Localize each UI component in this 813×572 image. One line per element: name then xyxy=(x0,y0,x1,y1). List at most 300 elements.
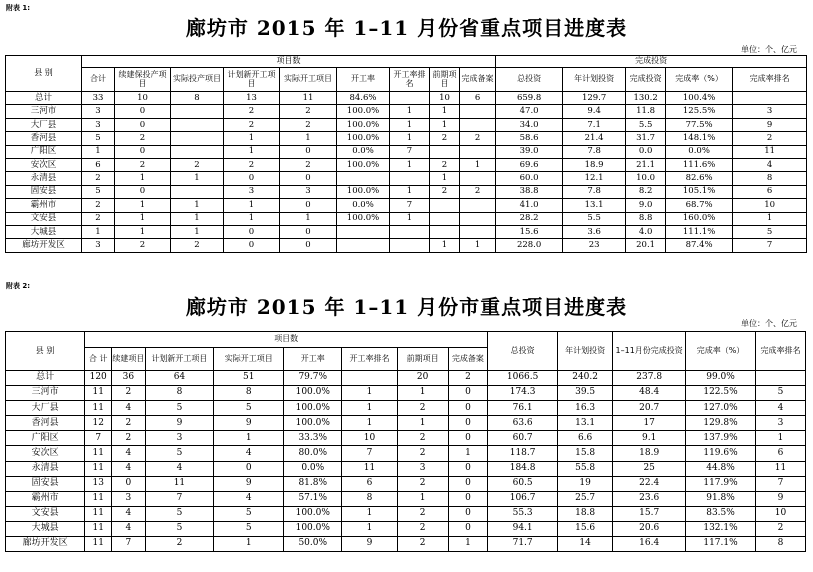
table-cell: 21.4 xyxy=(563,132,626,145)
table-cell: 20 xyxy=(397,371,448,386)
table-cell: 48.4 xyxy=(613,386,686,401)
table2-note: 附表 2: xyxy=(6,282,31,290)
row-label: 香河县 xyxy=(6,132,82,145)
table-cell: 0 xyxy=(448,506,488,521)
table-cell xyxy=(337,172,390,185)
table-cell: 39.5 xyxy=(558,386,613,401)
table-cell: 1 xyxy=(214,537,284,552)
table-cell: 31.7 xyxy=(626,132,666,145)
table-cell: 69.6 xyxy=(496,158,563,171)
table-cell: 33 xyxy=(82,92,115,105)
table-cell: 18.9 xyxy=(613,446,686,461)
table-cell: 1 xyxy=(397,491,448,506)
table-cell: 6 xyxy=(342,476,397,491)
header-actual-started: 实际开工项目 xyxy=(214,348,284,371)
table-cell: 76.1 xyxy=(488,401,558,416)
table2-title: 廊坊市 2015 年 1–11 月份市重点项目进度表 xyxy=(185,295,628,319)
row-label: 廊坊开发区 xyxy=(6,537,85,552)
table-cell xyxy=(755,371,805,386)
table-cell: 5 xyxy=(214,521,284,536)
table-cell: 15.6 xyxy=(558,521,613,536)
table-cell: 55.8 xyxy=(558,461,613,476)
row-label: 固安县 xyxy=(6,185,82,198)
table-cell: 4 xyxy=(755,401,805,416)
table-cell: 9 xyxy=(214,476,284,491)
header-completed-investment: 1–11月份完成投资 xyxy=(613,332,686,371)
table-cell: 240.2 xyxy=(558,371,613,386)
table-cell: 9.4 xyxy=(563,105,626,118)
row-label: 固安县 xyxy=(6,476,85,491)
table-cell: 129.7 xyxy=(563,92,626,105)
table-cell: 5 xyxy=(145,506,214,521)
table-row xyxy=(6,145,807,158)
table-cell: 8.2 xyxy=(626,185,666,198)
row-label: 文安县 xyxy=(6,212,82,225)
table-row xyxy=(6,446,806,461)
table-cell: 2 xyxy=(448,371,488,386)
table-cell: 39.0 xyxy=(496,145,563,158)
table-cell: 1 xyxy=(224,145,280,158)
table-cell: 9 xyxy=(214,416,284,431)
row-label: 广阳区 xyxy=(6,145,82,158)
table-cell: 100.0% xyxy=(284,401,342,416)
table-cell: 11 xyxy=(733,145,807,158)
table-cell xyxy=(171,185,224,198)
table-cell: 3 xyxy=(280,185,337,198)
table-cell: 1 xyxy=(460,158,496,171)
table-cell: 34.0 xyxy=(496,118,563,131)
table-cell: 36 xyxy=(112,371,145,386)
table-cell: 122.5% xyxy=(686,386,756,401)
table-cell xyxy=(430,145,460,158)
header-total-investment: 总投资 xyxy=(496,68,563,92)
header-total: 合 计 xyxy=(85,348,112,371)
table-cell: 1 xyxy=(280,212,337,225)
table-cell: 100.4% xyxy=(666,92,733,105)
table-cell: 2 xyxy=(755,521,805,536)
table-cell: 1 xyxy=(342,416,397,431)
table-cell: 3 xyxy=(82,118,115,131)
table-cell xyxy=(390,225,430,238)
table-cell: 3 xyxy=(397,461,448,476)
table-cell: 21.1 xyxy=(626,158,666,171)
table-cell: 1 xyxy=(460,239,496,252)
table-row xyxy=(6,537,806,552)
table-cell: 0.0% xyxy=(284,461,342,476)
table-cell: 5 xyxy=(145,401,214,416)
table-row xyxy=(6,491,806,506)
row-label: 三河市 xyxy=(6,386,85,401)
table-cell: 0.0% xyxy=(337,145,390,158)
header-preliminary: 前期项目 xyxy=(430,68,460,92)
table-cell: 11 xyxy=(145,476,214,491)
table-cell: 3 xyxy=(112,491,145,506)
header-completion-rank: 完成率排名 xyxy=(733,68,807,92)
table-cell: 55.3 xyxy=(488,506,558,521)
table-cell xyxy=(430,199,460,212)
table-cell: 60.5 xyxy=(488,476,558,491)
table-cell: 9 xyxy=(145,416,214,431)
table-cell: 16.3 xyxy=(558,401,613,416)
table-cell: 6 xyxy=(82,158,115,171)
table-cell: 148.1% xyxy=(666,132,733,145)
table-row xyxy=(6,416,806,431)
table-cell: 7 xyxy=(342,446,397,461)
table-cell: 0 xyxy=(448,521,488,536)
table-cell: 41.0 xyxy=(496,199,563,212)
table-cell: 120 xyxy=(85,371,112,386)
header-project-count: 项目数 xyxy=(82,56,496,68)
table-cell: 1 xyxy=(171,172,224,185)
header-start-rate: 开工率 xyxy=(284,348,342,371)
table-cell: 100.0% xyxy=(284,521,342,536)
table-cell: 160.0% xyxy=(666,212,733,225)
header-county: 县 别 xyxy=(6,332,85,371)
row-label: 文安县 xyxy=(6,506,85,521)
table-cell: 0 xyxy=(448,416,488,431)
table-cell: 63.6 xyxy=(488,416,558,431)
table-cell: 1 xyxy=(342,521,397,536)
header-total: 合计 xyxy=(82,68,115,92)
table-cell: 64 xyxy=(145,371,214,386)
table-cell: 1 xyxy=(342,386,397,401)
table-cell xyxy=(460,105,496,118)
table-cell: 0 xyxy=(280,145,337,158)
table-cell: 1 xyxy=(755,431,805,446)
header-completion-rate: 完成率（%） xyxy=(686,332,756,371)
table-cell: 1 xyxy=(82,145,115,158)
row-label: 总计 xyxy=(6,92,82,105)
table-cell: 2 xyxy=(280,118,337,131)
table-cell: 0 xyxy=(115,105,171,118)
row-label: 香河县 xyxy=(6,416,85,431)
table-cell: 15.7 xyxy=(613,506,686,521)
table-cell: 100.0% xyxy=(284,506,342,521)
table-cell xyxy=(430,212,460,225)
table-cell: 3 xyxy=(82,105,115,118)
table-cell: 0 xyxy=(448,461,488,476)
table-cell: 100.0% xyxy=(284,386,342,401)
table-cell: 13 xyxy=(224,92,280,105)
table-cell: 5 xyxy=(733,225,807,238)
table-cell: 100.0% xyxy=(337,212,390,225)
table-cell: 33.3% xyxy=(284,431,342,446)
header-annual-plan: 年计划投资 xyxy=(558,332,613,371)
header-start-rate: 开工率 xyxy=(337,68,390,92)
table-cell: 28.2 xyxy=(496,212,563,225)
table-cell: 0 xyxy=(448,401,488,416)
table-cell: 100.0% xyxy=(337,105,390,118)
table-cell: 2 xyxy=(112,431,145,446)
header-completed: 完成备案 xyxy=(460,68,496,92)
table-cell: 2 xyxy=(397,506,448,521)
header-continuing: 续建保投产项目 xyxy=(115,68,171,92)
table-cell: 2 xyxy=(460,185,496,198)
table-cell: 84.6% xyxy=(337,92,390,105)
table-cell: 2 xyxy=(460,132,496,145)
table-cell: 4 xyxy=(112,506,145,521)
table-cell: 13.1 xyxy=(558,416,613,431)
table-cell: 0 xyxy=(112,476,145,491)
table-cell: 10.0 xyxy=(626,172,666,185)
table-cell: 0 xyxy=(280,172,337,185)
table-cell: 2 xyxy=(397,521,448,536)
table-cell: 11 xyxy=(85,446,112,461)
row-label: 永清县 xyxy=(6,461,85,476)
table-cell: 10 xyxy=(755,506,805,521)
table1-title: 廊坊市 2015 年 1–11 月份省重点项目进度表 xyxy=(185,16,628,40)
table-cell: 111.6% xyxy=(666,158,733,171)
table-row xyxy=(6,521,806,536)
table-cell: 129.8% xyxy=(686,416,756,431)
header-start-rank: 开工率排名 xyxy=(390,68,430,92)
province-projects-table xyxy=(5,55,807,253)
city-projects-table xyxy=(5,331,806,552)
table-cell: 1 xyxy=(280,132,337,145)
table-cell: 2 xyxy=(397,401,448,416)
table-cell: 91.8% xyxy=(686,491,756,506)
table-cell: 1066.5 xyxy=(488,371,558,386)
table-cell: 0 xyxy=(448,491,488,506)
row-label: 大城县 xyxy=(6,521,85,536)
table-cell xyxy=(171,145,224,158)
table-cell: 1 xyxy=(397,416,448,431)
row-label: 大厂县 xyxy=(6,118,82,131)
table-cell: 11 xyxy=(85,506,112,521)
table-cell: 11 xyxy=(342,461,397,476)
table-cell: 130.2 xyxy=(626,92,666,105)
row-label: 霸州市 xyxy=(6,199,82,212)
table-cell: 94.1 xyxy=(488,521,558,536)
table1-body xyxy=(6,92,807,253)
table-cell: 184.8 xyxy=(488,461,558,476)
table-cell: 25 xyxy=(613,461,686,476)
table-cell xyxy=(460,225,496,238)
table-cell: 1 xyxy=(733,212,807,225)
table-cell xyxy=(460,212,496,225)
table-cell: 3 xyxy=(755,416,805,431)
table-cell: 0 xyxy=(115,185,171,198)
table-cell: 0 xyxy=(115,118,171,131)
table-cell xyxy=(733,92,807,105)
table-cell: 117.1% xyxy=(686,537,756,552)
header-planned-new: 计划新开工项目 xyxy=(145,348,214,371)
header-preliminary: 前期项目 xyxy=(397,348,448,371)
table-cell: 2 xyxy=(397,431,448,446)
table-cell: 58.6 xyxy=(496,132,563,145)
table-cell: 16.4 xyxy=(613,537,686,552)
table-cell: 4 xyxy=(214,446,284,461)
table-cell: 2 xyxy=(280,105,337,118)
table-cell: 0.0% xyxy=(666,145,733,158)
table-cell: 18.8 xyxy=(558,506,613,521)
table-cell: 118.7 xyxy=(488,446,558,461)
table-cell: 111.1% xyxy=(666,225,733,238)
header-planned-new: 计划新开工项目 xyxy=(224,68,280,92)
header-actual-production: 实际投产项目 xyxy=(171,68,224,92)
table-cell: 1 xyxy=(448,537,488,552)
table-cell: 79.7% xyxy=(284,371,342,386)
table-cell: 1 xyxy=(224,212,280,225)
table-cell: 0 xyxy=(280,225,337,238)
table-cell: 1 xyxy=(171,212,224,225)
header-investment-done: 完成投资 xyxy=(496,56,807,68)
table-cell: 11 xyxy=(280,92,337,105)
table-cell: 2 xyxy=(115,132,171,145)
table-cell: 1 xyxy=(390,118,430,131)
table-cell: 20.7 xyxy=(613,401,686,416)
table-cell: 7 xyxy=(755,476,805,491)
row-label: 安次区 xyxy=(6,446,85,461)
table-cell: 8 xyxy=(145,386,214,401)
table-cell: 4 xyxy=(112,461,145,476)
table-cell: 100.0% xyxy=(337,158,390,171)
table-cell: 10 xyxy=(430,92,460,105)
table-cell: 5.5 xyxy=(626,118,666,131)
table-cell: 71.7 xyxy=(488,537,558,552)
table-cell: 0 xyxy=(115,145,171,158)
table-cell xyxy=(171,118,224,131)
table-cell: 23 xyxy=(563,239,626,252)
table-cell: 60.7 xyxy=(488,431,558,446)
row-label: 总计 xyxy=(6,371,85,386)
header-project-count: 项目数 xyxy=(85,332,488,348)
table-cell xyxy=(390,172,430,185)
table-cell: 8 xyxy=(755,537,805,552)
table-cell: 4 xyxy=(145,461,214,476)
table-cell: 100.0% xyxy=(337,132,390,145)
table-cell: 57.1% xyxy=(284,491,342,506)
table-cell: 4 xyxy=(112,401,145,416)
table-cell: 7 xyxy=(145,491,214,506)
table-cell xyxy=(337,225,390,238)
table-row xyxy=(6,158,807,171)
row-label: 永清县 xyxy=(6,172,82,185)
table-cell: 1 xyxy=(430,239,460,252)
table-row xyxy=(6,239,807,252)
row-label: 霸州市 xyxy=(6,491,85,506)
table-cell: 13.1 xyxy=(563,199,626,212)
table-cell: 1 xyxy=(224,199,280,212)
table-cell: 2 xyxy=(430,185,460,198)
header-completion-rank: 完成率排名 xyxy=(755,332,805,371)
table-cell: 47.0 xyxy=(496,105,563,118)
header-county: 县 别 xyxy=(6,56,82,92)
table-cell: 11 xyxy=(755,461,805,476)
header-completed-investment: 完成投资 xyxy=(626,68,666,92)
table-cell: 2 xyxy=(224,118,280,131)
table-cell: 5 xyxy=(82,132,115,145)
table-cell: 7 xyxy=(733,239,807,252)
table-cell: 1 xyxy=(342,506,397,521)
table-cell: 20.1 xyxy=(626,239,666,252)
table-cell: 4 xyxy=(112,521,145,536)
table-cell: 23.6 xyxy=(613,491,686,506)
table-cell: 9 xyxy=(755,491,805,506)
table-cell: 1 xyxy=(448,446,488,461)
table-cell: 228.0 xyxy=(496,239,563,252)
table-cell: 0.0% xyxy=(337,199,390,212)
table-cell: 38.8 xyxy=(496,185,563,198)
table-cell: 19 xyxy=(558,476,613,491)
table-cell: 1 xyxy=(397,386,448,401)
row-label: 广阳区 xyxy=(6,431,85,446)
table-cell: 8 xyxy=(214,386,284,401)
table-cell: 11 xyxy=(85,461,112,476)
table-cell: 5 xyxy=(214,506,284,521)
table-cell: 2 xyxy=(112,416,145,431)
table-cell xyxy=(430,225,460,238)
table-cell: 2 xyxy=(115,239,171,252)
table-cell: 1 xyxy=(214,431,284,446)
table2-body xyxy=(6,371,806,552)
table-cell: 119.6% xyxy=(686,446,756,461)
table-cell: 105.1% xyxy=(666,185,733,198)
table-cell: 3 xyxy=(82,239,115,252)
table-cell: 3 xyxy=(733,105,807,118)
table-cell: 7 xyxy=(112,537,145,552)
table-cell: 6 xyxy=(755,446,805,461)
header-completion-rate: 完成率（%） xyxy=(666,68,733,92)
table-cell: 2 xyxy=(82,172,115,185)
table-cell: 2 xyxy=(82,212,115,225)
table-cell: 2 xyxy=(430,158,460,171)
table-cell: 5 xyxy=(214,401,284,416)
table-cell: 1 xyxy=(390,212,430,225)
table-cell: 10 xyxy=(733,199,807,212)
table-cell: 7 xyxy=(85,431,112,446)
table-cell xyxy=(390,92,430,105)
table-cell: 60.0 xyxy=(496,172,563,185)
table-cell: 2 xyxy=(430,132,460,145)
table-cell: 81.8% xyxy=(284,476,342,491)
table-cell: 7 xyxy=(390,145,430,158)
table-cell: 14 xyxy=(558,537,613,552)
table-cell: 13 xyxy=(85,476,112,491)
table-cell: 68.7% xyxy=(666,199,733,212)
table-cell: 0 xyxy=(280,239,337,252)
table-cell: 127.0% xyxy=(686,401,756,416)
table-cell: 2 xyxy=(280,158,337,171)
table-cell: 2 xyxy=(171,158,224,171)
table-cell: 0 xyxy=(280,199,337,212)
table-cell: 6 xyxy=(733,185,807,198)
table-cell xyxy=(337,239,390,252)
table-cell: 12.1 xyxy=(563,172,626,185)
table-row xyxy=(6,199,807,212)
table-cell: 44.8% xyxy=(686,461,756,476)
table-cell xyxy=(390,239,430,252)
table-cell: 3.6 xyxy=(563,225,626,238)
table-cell: 9 xyxy=(342,537,397,552)
table-cell: 25.7 xyxy=(558,491,613,506)
table-cell: 15.8 xyxy=(558,446,613,461)
table-cell: 2 xyxy=(112,386,145,401)
table-cell: 9 xyxy=(733,118,807,131)
table-cell: 99.0% xyxy=(686,371,756,386)
table-cell: 1 xyxy=(390,105,430,118)
table-cell: 3 xyxy=(224,185,280,198)
table-cell: 1 xyxy=(115,225,171,238)
table-cell: 1 xyxy=(390,158,430,171)
table-row xyxy=(6,118,807,131)
table-cell: 15.6 xyxy=(496,225,563,238)
table-cell: 11.8 xyxy=(626,105,666,118)
row-label: 大城县 xyxy=(6,225,82,238)
table-cell: 0.0 xyxy=(626,145,666,158)
table-cell: 6.6 xyxy=(558,431,613,446)
table-cell: 0 xyxy=(448,476,488,491)
